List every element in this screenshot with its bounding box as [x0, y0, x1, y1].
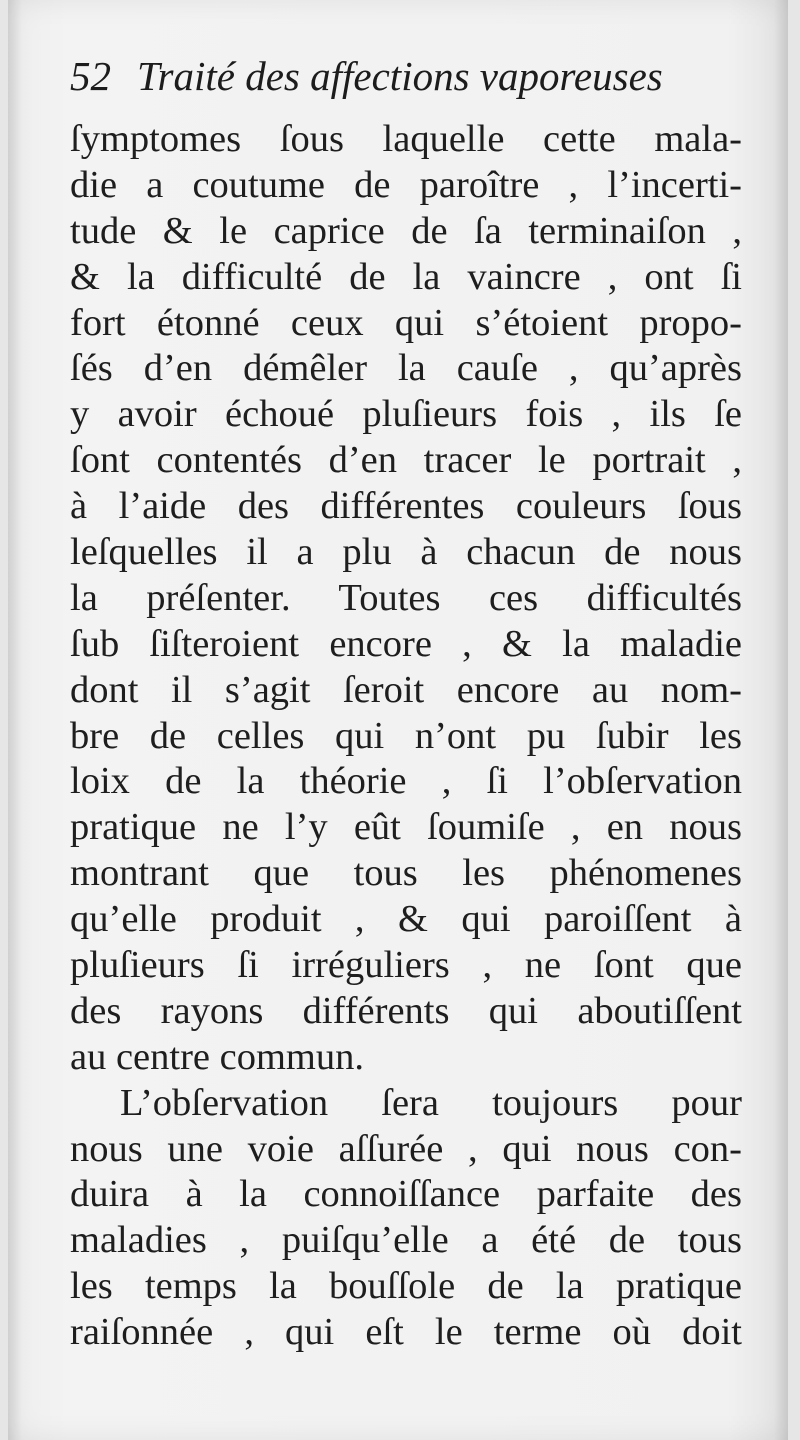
text-line: bre de celles qui n’ont pu ſubir les [70, 714, 742, 757]
text-line: les temps la bouſſole de la pratique [70, 1265, 742, 1308]
paragraph-2 [70, 1081, 742, 1356]
text-line: montrant que tous les phénomenes [70, 852, 742, 895]
text-line: la préſenter. Toutes ces difficultés [70, 576, 742, 619]
text-line: fort étonné ceux qui s’étoient propo- [70, 301, 742, 344]
running-title: Traité des affections vaporeuses [137, 53, 663, 99]
text-line: qu’elle produit , & qui paroiſſent à [70, 898, 742, 941]
text-line: nous une voie aſſurée , qui nous con- [70, 1127, 742, 1170]
text-line: ſub ſiſteroient encore , & la maladie [70, 622, 742, 665]
text-line: raiſonnée , qui eſt le terme où doit [70, 1311, 742, 1354]
text-line: dont il s’agit ſeroit encore au nom- [70, 668, 742, 711]
text-line: ſymptomes ſous laquelle cette mala- [70, 118, 742, 160]
text-line: y avoir échoué pluſieurs fois , ils ſe [70, 393, 742, 436]
body-text [70, 117, 742, 1356]
text-line: maladies , puiſqu’elle a été de tous [70, 1219, 742, 1262]
book-page [8, 0, 788, 1440]
text-line: pratique ne l’y eût ſoumiſe , en nous [70, 806, 742, 849]
text-line: à l’aide des différentes couleurs ſous [70, 485, 742, 528]
text-line: ſés d’en démêler la cauſe , qu’après [70, 347, 742, 390]
text-line: ſont contentés d’en tracer le portrait , [70, 439, 742, 482]
running-header [70, 48, 750, 104]
text-line: duira à la connoiſſance parfaite des [70, 1173, 742, 1216]
text-line: L’obſervation ſera toujours pour [120, 1081, 742, 1124]
page-number: 52 [70, 53, 111, 99]
text-line: pluſieurs ſi irréguliers , ne ſont que [70, 944, 742, 987]
text-line: tude & le caprice de ſa terminaiſon , [70, 209, 742, 252]
page-edge-shadow [774, 0, 788, 1440]
text-line: au centre commun. [70, 1035, 364, 1078]
text-line: loix de la théorie , ſi l’obſervation [70, 760, 742, 803]
text-line: des rayons différents qui aboutiſſent [70, 989, 742, 1032]
text-line: & la difficulté de la vaincre , ont ſi [70, 255, 742, 298]
text-line: die a coutume de paroître , l’incerti- [70, 163, 742, 206]
text-line: leſquelles il a plu à chacun de nous [70, 531, 742, 574]
paragraph-1 [70, 117, 742, 1081]
